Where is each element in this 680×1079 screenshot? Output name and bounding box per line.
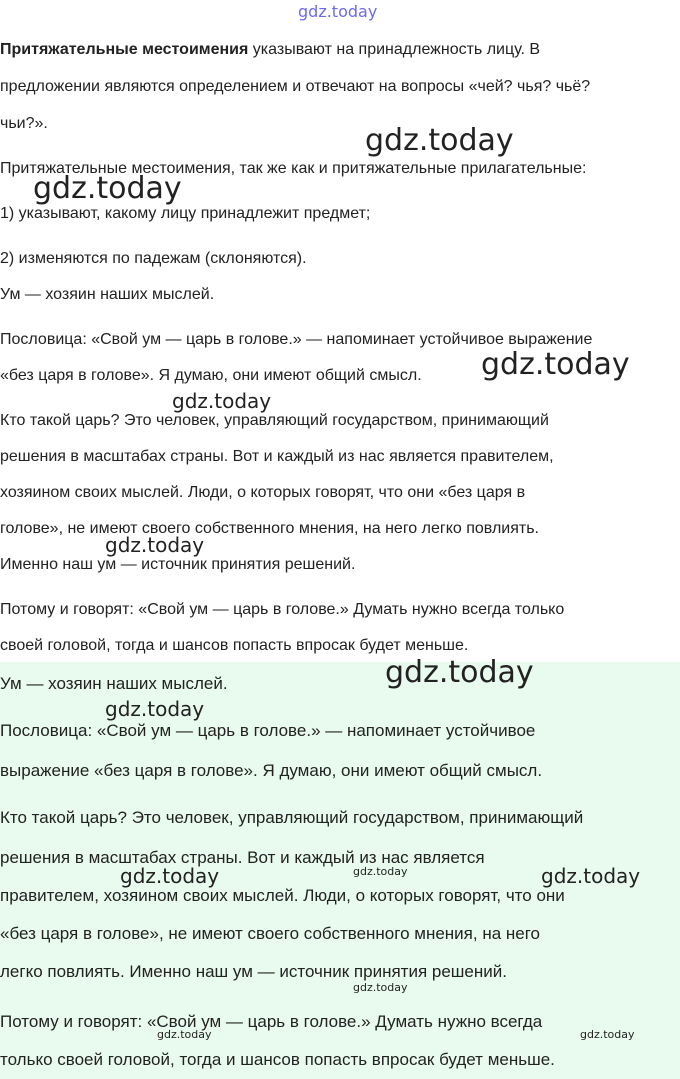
essay-line: хозяином своих мыслей. Люди, о которых говорят, что они «без царя в bbox=[0, 484, 526, 501]
watermark-top: gdz.today bbox=[298, 2, 378, 21]
term-bold: Притяжательные местоимения bbox=[0, 41, 249, 58]
answer-line: решения в масштабах страны. Вот и каждый из нас является bbox=[0, 848, 485, 867]
watermark: gdz.today bbox=[385, 655, 534, 690]
essay-line: Кто такой царь? Это человек, управляющий государством, принимающий bbox=[0, 412, 549, 429]
answer-line: легко повлиять. Именно наш ум — источник принятия решений. bbox=[0, 962, 507, 981]
definition-line-3: чьи?». bbox=[0, 115, 48, 132]
answer-line: выражение «без царя в голове». Я думаю, они имеют общий смысл. bbox=[0, 761, 543, 780]
watermark: gdz.today bbox=[353, 865, 408, 878]
essay-line: голове», не имеют своего собственного мнения, на него легко повлиять. bbox=[0, 520, 539, 537]
list-item-2: 2) изменяются по падежам (склоняются). bbox=[0, 250, 307, 267]
answer-line: Потому и говорят: «Свой ум — царь в голове.» Думать нужно всегда bbox=[0, 1012, 543, 1031]
watermark: gdz.today bbox=[172, 389, 272, 413]
watermark: gdz.today bbox=[353, 981, 408, 994]
essay-line: своей головой, тогда и шансов попасть впросак будет меньше. bbox=[0, 637, 469, 654]
essay-line: «без царя в голове». Я думаю, они имеют общий смысл. bbox=[0, 367, 422, 384]
essay-line: решения в масштабах страны. Вот и каждый из нас является правителем, bbox=[0, 448, 554, 465]
answer-line: Пословица: «Свой ум — царь в голове.» — напоминает устойчивое bbox=[0, 721, 536, 740]
definition-text: указывают на принадлежность лицу. В bbox=[248, 41, 541, 58]
essay-line: Потому и говорят: «Свой ум — царь в голове.» Думать нужно всегда только bbox=[0, 601, 565, 618]
watermark: gdz.today bbox=[157, 1028, 212, 1041]
watermark: gdz.today bbox=[33, 171, 182, 206]
comparison-line: Притяжательные местоимения, так же как и притяжательные прилагательные: bbox=[0, 160, 587, 177]
watermark: gdz.today bbox=[120, 864, 220, 888]
essay-line: Именно наш ум — источник принятия решений. bbox=[0, 556, 356, 573]
watermark: gdz.today bbox=[365, 123, 514, 158]
answer-line: только своей головой, тогда и шансов попасть впросак будет меньше. bbox=[0, 1050, 555, 1069]
essay-line: Пословица: «Свой ум — царь в голове.» — напоминает устойчивое выражение bbox=[0, 331, 593, 348]
answer-line: «без царя в голове», не имеют своего собственного мнения, на него bbox=[0, 924, 541, 943]
watermark: gdz.today bbox=[105, 533, 205, 557]
answer-line: правителем, хозяином своих мыслей. Люди, о которых говорят, что они bbox=[0, 886, 565, 905]
essay-title: Ум — хозяин наших мыслей. bbox=[0, 286, 215, 303]
watermark: gdz.today bbox=[105, 697, 205, 721]
watermark: gdz.today bbox=[580, 1028, 635, 1041]
watermark: gdz.today bbox=[541, 864, 641, 888]
answer-title: Ум — хозяин наших мыслей. bbox=[0, 674, 228, 693]
watermark: gdz.today bbox=[481, 347, 630, 382]
definition-line-1 bbox=[0, 40, 540, 60]
definition-line-2: предложении являются определением и отвечают на вопросы «чей? чья? чьё? bbox=[0, 78, 591, 95]
answer-line: Кто такой царь? Это человек, управляющий государством, принимающий bbox=[0, 808, 584, 827]
list-item-1: 1) указывают, какому лицу принадлежит предмет; bbox=[0, 205, 371, 222]
